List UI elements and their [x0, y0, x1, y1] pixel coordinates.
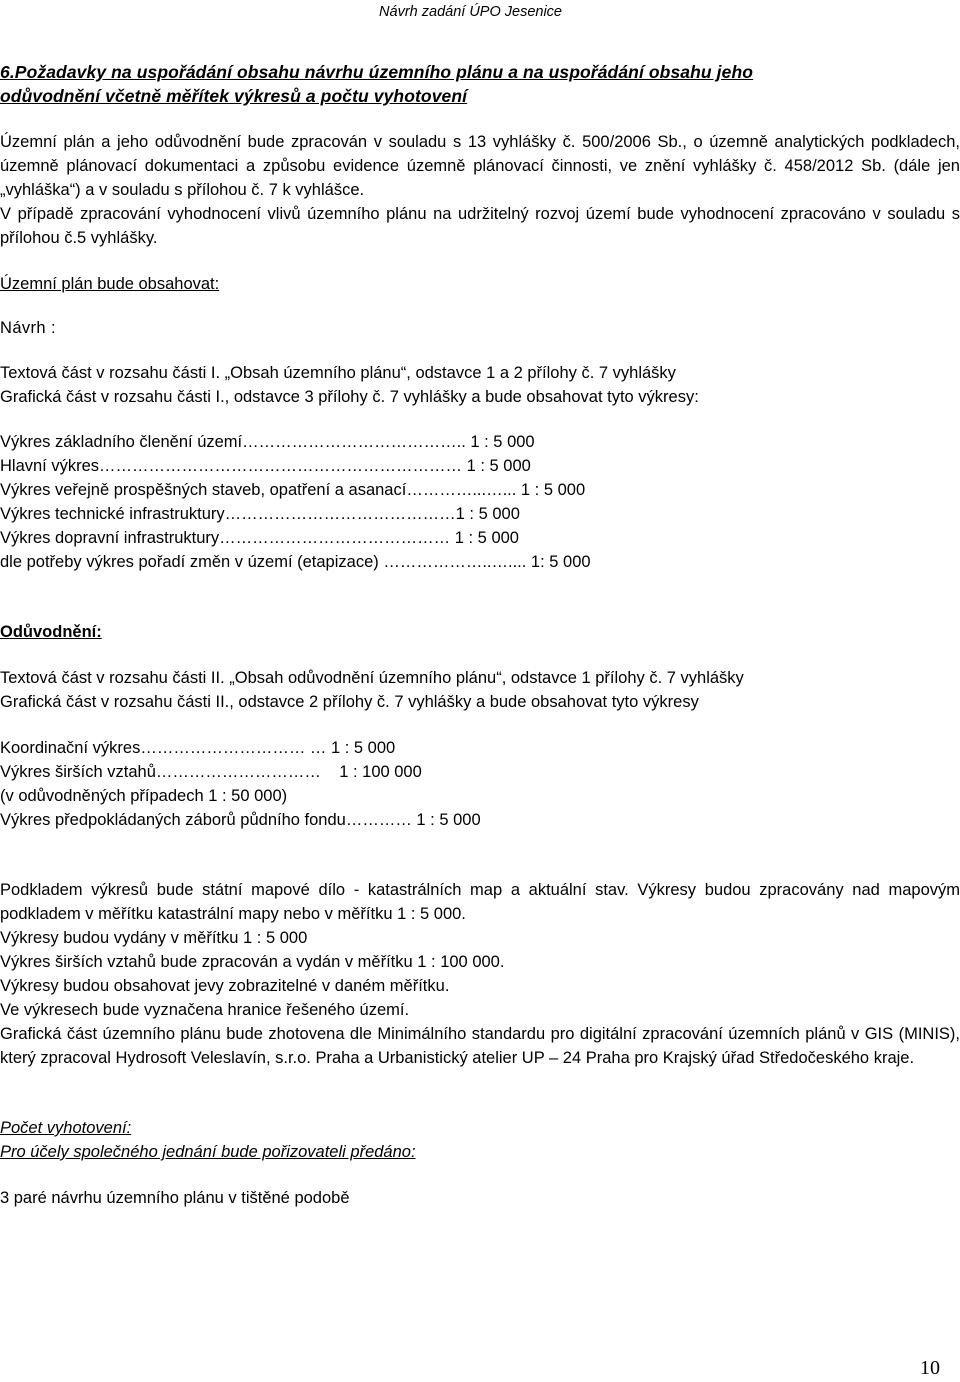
- oduvodneni-label: Odůvodnění:: [0, 623, 102, 641]
- section-heading-line-1: 6.Požadavky na uspořádání obsahu návrhu územního plánu a na uspořádání obsahu jeho: [0, 62, 754, 82]
- navrh-label: Návrh :: [0, 319, 56, 337]
- intro-paragraph-1: Územní plán a jeho odůvodnění bude zpracován v souladu s 13 vyhlášky č. 500/2006 Sb., o územně analytických podkladech, územně plánovací dokumentaci a způsobu evidence územně plánovací činnosti, ve znění vyhlášky č. 458/2012 Sb. (dále jen „vyhláška“) a v souladu s přílohou č. 7 k vyhlášce.: [0, 133, 960, 199]
- basis-lines: [0, 926, 960, 1022]
- drawing-item: Výkres předpokládaných záborů půdního fondu………… 1 : 5 000: [0, 811, 481, 829]
- page-content: [0, 60, 960, 1210]
- section-heading-line-2: odůvodnění včetně měřítek výkresů a počtu vyhotovení: [0, 86, 468, 106]
- oduvodneni-description: [0, 666, 960, 714]
- basis-line: Výkresy budou vydány v měřítku 1 : 5 000: [0, 929, 308, 947]
- drawing-item: Koordinační výkres………………………… … 1 : 5 000: [0, 739, 396, 757]
- page-number: 10: [920, 1357, 940, 1379]
- oduvodneni-line-2: Grafická část v rozsahu části II., odstavce 2 přílohy č. 7 vyhlášky a bude obsahovat tyto výkresy: [0, 693, 699, 711]
- drawing-item: Výkres širších vztahů………………………… 1 : 100 000: [0, 763, 422, 781]
- basis-paragraph-1: Podkladem výkresů bude státní mapové dílo - katastrálních map a aktuální stav. Výkresy budou zpracovány nad mapovým podkladem v měřítku katastrální mapy nebo v měřítku 1 : 5 000.: [0, 881, 960, 923]
- drawing-item: dle potřeby výkres pořadí změn v území (etapizace) ………………..….... 1: 5 000: [0, 553, 591, 571]
- copies-title: Počet vyhotovení:: [0, 1119, 132, 1137]
- oduvodneni-drawings-list: [0, 736, 960, 832]
- basis-line: Výkres širších vztahů bude zpracován a vydán v měřítku 1 : 100 000.: [0, 953, 505, 971]
- navrh-description: [0, 361, 960, 409]
- drawing-item: Výkres technické infrastruktury……………………………………1 : 5 000: [0, 505, 520, 523]
- intro-paragraph-2: V případě zpracování vyhodnocení vlivů územního plánu na udržitelný rozvoj území bude vyhodnocení zpracováno v souladu s přílohou č.5 vyhlášky.: [0, 205, 960, 247]
- basis-line: Ve výkresech bude vyznačena hranice řešeného území.: [0, 1001, 410, 1019]
- drawing-item: (v odůvodněných případech 1 : 50 000): [0, 787, 288, 805]
- drawing-item: Výkres dopravní infrastruktury…………………………………… 1 : 5 000: [0, 529, 519, 547]
- drawing-item: Výkres základního členění území………………………………….. 1 : 5 000: [0, 433, 535, 451]
- drawing-item: Výkres veřejně prospěšných staveb, opatření a asanací…………...…... 1 : 5 000: [0, 481, 586, 499]
- copies-subtitle: Pro účely společného jednání bude pořizovateli předáno:: [0, 1143, 416, 1161]
- oduvodneni-line-1: Textová část v rozsahu části II. „Obsah odůvodnění územního plánu“, odstavce 1 přílohy č. 7 vyhlášky: [0, 669, 744, 687]
- navrh-drawings-list: [0, 430, 960, 574]
- navrh-line-2: Grafická část v rozsahu části I., odstavce 3 přílohy č. 7 vyhlášky a bude obsahovat tyto výkresy:: [0, 388, 699, 406]
- copies-text: 3 paré návrhu územního plánu v tištěné podobě: [0, 1189, 350, 1207]
- navrh-line-1: Textová část v rozsahu části I. „Obsah územního plánu“, odstavce 1 a 2 přílohy č. 7 vyhlášky: [0, 364, 676, 382]
- section-heading: [0, 60, 960, 108]
- basis-paragraph-2: Grafická část územního plánu bude zhotovena dle Minimálního standardu pro digitální zpracování územních plánů v GIS (MINIS), který zpracoval Hydrosoft Veleslavín, s.r.o. Praha a Urbanistický atelier UP – 24 Praha pro Krajský úřad Středočeského kraje.: [0, 1025, 960, 1067]
- contents-title: Územní plán bude obsahovat:: [0, 275, 220, 293]
- page-header: Návrh zadání ÚPO Jesenice: [379, 4, 562, 20]
- drawing-item: Hlavní výkres………………………………………………………… 1 : 5 000: [0, 457, 531, 475]
- basis-line: Výkresy budou obsahovat jevy zobrazitelné v daném měřítku.: [0, 977, 450, 995]
